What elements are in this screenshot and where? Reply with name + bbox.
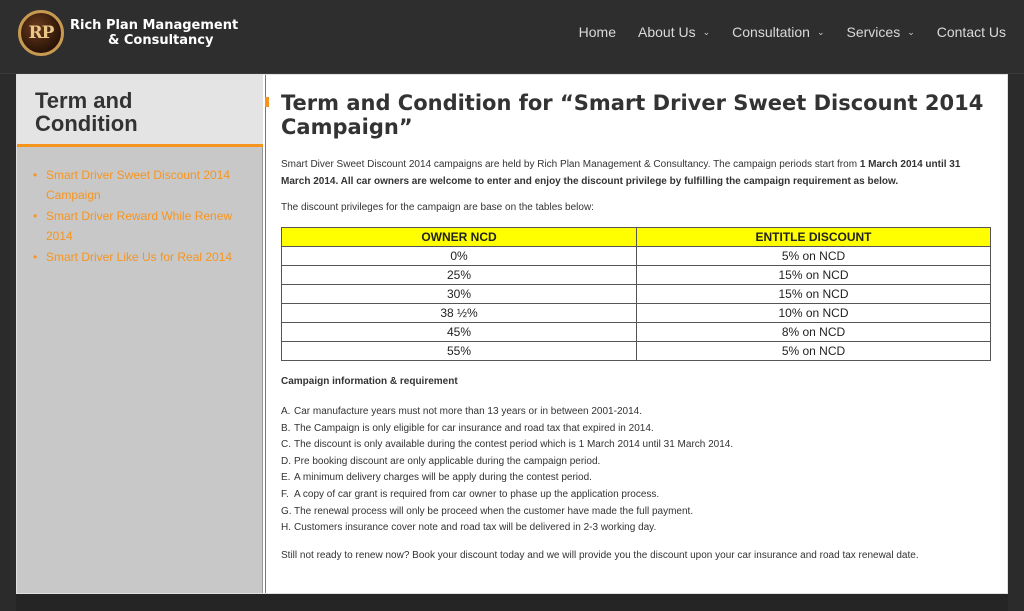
chevron-down-icon: ⌄ [702, 26, 711, 37]
list-marker: H. [281, 522, 291, 534]
list-item-text: A minimum delivery charges will be apply during the contest period. [294, 472, 592, 484]
list-item [281, 454, 991, 471]
closing-paragraph: Still not ready to renew now? Book your discount today and we will provide you the discount upon your car insurance and road tax renewal date. [281, 550, 919, 561]
sidebar-links [33, 165, 253, 268]
page-wrapper [16, 74, 1008, 594]
table-cell: 45% [282, 323, 637, 342]
list-marker: E. [281, 472, 291, 484]
table-header-row [282, 228, 991, 247]
list-item-text: A copy of car grant is required from car owner to phase up the application process. [294, 488, 660, 500]
site-header [0, 0, 1024, 74]
logo-badge-icon [18, 10, 64, 56]
nav-contact-us[interactable] [937, 22, 1006, 42]
privileges-text: The discount privileges for the campaign are base on the tables below: [281, 202, 594, 213]
table-cell: 55% [282, 342, 637, 361]
nav-consultation[interactable] [732, 22, 824, 42]
intro-bold-text: 1 March 2014 until 31 March 2014. All car owners are welcome to enter and enjoy the discount privilege by fulfilling the campaign requirement as below. [281, 159, 961, 187]
chevron-down-icon: ⌄ [816, 26, 825, 37]
sidebar-title-line-1: Term and [35, 88, 133, 113]
sidebar-link-reward-renew[interactable] [33, 206, 253, 246]
list-item [281, 504, 991, 521]
nav-home[interactable] [579, 22, 616, 42]
list-item [281, 520, 991, 537]
list-marker: F. [281, 488, 289, 500]
nav-services[interactable] [847, 22, 915, 42]
nav-home-label: Home [578, 24, 616, 40]
sidebar-link-label: Smart Driver Like Us for Real 2014 [46, 250, 233, 264]
table-cell: 15% on NCD [637, 266, 991, 285]
sidebar-link-like-us[interactable] [33, 247, 253, 267]
list-marker: G. [281, 505, 292, 517]
sidebar-title-line-2: Condition [35, 111, 138, 136]
intro-paragraph [281, 156, 991, 190]
table-cell: 8% on NCD [637, 323, 991, 342]
list-item-text: Customers insurance cover note and road tax will be delivered in 2-3 working day. [294, 522, 657, 534]
table-cell: 25% [282, 266, 637, 285]
chevron-down-icon: ⌄ [907, 26, 915, 37]
column-header-owner-ncd: OWNER NCD [282, 228, 637, 247]
nav-about-us[interactable] [638, 22, 710, 42]
list-marker: A. [281, 406, 291, 417]
list-item [281, 421, 991, 438]
title-accent-bar [265, 97, 269, 107]
table-cell: 10% on NCD [637, 304, 991, 323]
table-cell: 0% [282, 247, 637, 266]
list-item-text: The renewal process will only be proceed when the customer have made the full payment. [294, 505, 694, 517]
site-logo[interactable] [18, 10, 238, 56]
sidebar-link-label: Smart Driver Sweet Discount 2014 Campaign [46, 168, 231, 202]
logo-monogram: RP [28, 23, 54, 43]
intro-text: Smart Diver Sweet Discount 2014 campaigns are held by Rich Plan Management & Consultancy. The campaign periods start from [281, 159, 860, 170]
table-row [282, 247, 991, 266]
table-row [282, 285, 991, 304]
discount-table [281, 227, 991, 361]
column-header-entitle-discount: ENTITLE DISCOUNT [637, 228, 991, 247]
list-item [281, 404, 991, 421]
table-row [282, 266, 991, 285]
list-item-text: Pre booking discount are only applicable during the campaign period. [294, 455, 601, 467]
nav-services-label: Services [846, 24, 901, 40]
list-marker: C. [281, 439, 291, 451]
page-title: Term and Condition for “Smart Driver Sweet Discount 2014 Campaign” [281, 91, 984, 139]
requirements-list [281, 404, 991, 537]
logo-line-1: Rich Plan Management [70, 18, 239, 33]
table-row [282, 304, 991, 323]
list-item-text: Car manufacture years must not more than 13 years or in between 2001-2014. [294, 406, 642, 417]
table-cell: 30% [282, 285, 637, 304]
list-item [281, 437, 991, 454]
list-item-text: The Campaign is only eligible for car insurance and road tax that expired in 2014. [294, 422, 654, 434]
sidebar-title [17, 75, 263, 147]
nav-contact-us-label: Contact Us [936, 24, 1006, 40]
sidebar [17, 75, 263, 593]
nav-about-us-label: About Us [638, 24, 696, 40]
table-cell: 5% on NCD [637, 247, 991, 266]
table-row [282, 323, 991, 342]
list-item [281, 470, 991, 487]
table-cell: 38 ½% [282, 304, 637, 323]
logo-line-2: & Consultancy [108, 33, 214, 48]
table-row [282, 342, 991, 361]
sidebar-link-sweet-discount[interactable] [33, 165, 253, 205]
logo-text [70, 18, 238, 48]
site-footer [16, 594, 1008, 611]
list-marker: B. [281, 422, 291, 434]
table-cell: 5% on NCD [637, 342, 991, 361]
nav-consultation-label: Consultation [732, 24, 810, 40]
main-content [265, 75, 1007, 593]
list-marker: D. [281, 455, 291, 467]
main-nav [557, 22, 1006, 42]
list-item-text: The discount is only available during the contest period which is 1 March 2014 until 31 March 2014. [294, 439, 734, 451]
list-item [281, 487, 991, 504]
table-cell: 15% on NCD [637, 285, 991, 304]
campaign-info-heading: Campaign information & requirement [281, 376, 458, 387]
sidebar-link-label: Smart Driver Reward While Renew 2014 [46, 209, 233, 243]
